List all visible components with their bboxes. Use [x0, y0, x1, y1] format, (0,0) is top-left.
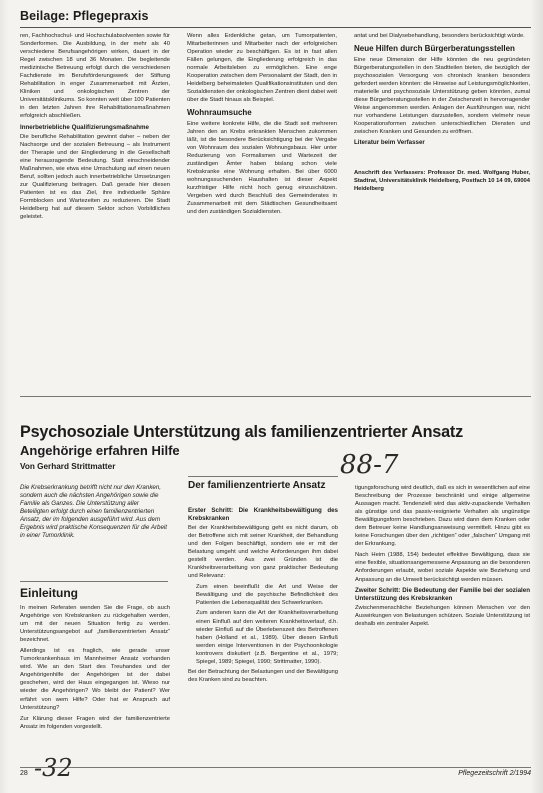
paragraph: Bei der Betrachtung der Belastungen und der Bewältigung des Kranken sind zu beachten.: [188, 668, 338, 683]
lead-rule: [20, 581, 168, 582]
article-lead: Die Krebserkrankung betrifft nicht nur den Kranken, sondern auch die nächsten Angehörigen sowie die Familie als Ganzes. Die Unterstützung aller Beteiligten erfolgt durch einen familienzentrierten Ansatz, der im folgenden ausgeführt wird. Aus dem Ergebnis wird praktische Konsequenzen für die Arbeit in einer Tumorklinik.: [20, 484, 167, 539]
subheading: Wohnraumsuche: [187, 108, 252, 118]
literature-note: Literatur beim Verfasser: [354, 139, 425, 147]
journal-folio: Pflegezeitschrift 2/1994: [458, 770, 531, 777]
paragraph: tigungsforschung wird deutlich, daß es sich in wesentlichen auf eine Beschreibung der Prozesse beschränkt und einige allgemeine Aussagen macht. Tendenziell wird das aktiv-zupackende Verhalten als günstige und das passiv-resignierte Verhalten als ungünstige Bewältigungsform beschrieben. Dazu wird dann dem Kranken oder dem Betreuer keine Handlungsanweisung vermittelt. Hinzu gibt es keine Forschungen über den „richtigen“ oder „falschen“ Umgang mit der Erkrankung.: [355, 485, 530, 548]
page-number: 28: [20, 770, 28, 777]
heading-familienzentrierte-ansatz: Der familienzentrierte Ansatz: [188, 480, 326, 491]
top-column-3: [354, 32, 530, 392]
subheading: Zweiter Schritt: Die Bedeutung der Familie bei der sozialen Unterstützung des Krebskranken: [355, 586, 530, 602]
paragraph: Bei der Krankheitsbewältigung geht es nicht darum, ob der Betroffene sich mit seiner Krankheit, der Behandlung und den Folgen beschäftigt, sondern wie er mit der Belastung umgeht und welche Anforderungen ihm dabei gestellt werden. Aus zwei Gründen ist die Krankheitsverarbeitung von ganz praktischer Bedeutung und Relevanz:: [188, 525, 338, 580]
footer-rule: [20, 767, 531, 768]
subheading: Neue Hilfen durch Bürgerberatungsstellen: [354, 44, 515, 54]
top-column-2: [187, 32, 337, 392]
author-address: Anschrift des Verfassers: Professor Dr. med. Wolfgang Huber, Stadtrat, Universitätsklinik Heidelberg, Postfach 10 14 09, 69004 Heidelberg: [354, 170, 530, 193]
list-item: • Zum einen beeinflußt die Art und Weise der Bewältigung und die psychische Befindlichkeit des Patienten die Lebensqualität des Schwerkranken.: [196, 583, 338, 607]
article-author: Von Gerhard Strittmatter: [20, 462, 116, 471]
paragraph: antat und bei Dialysebehandlung, besonders berücksichtigt würde.: [354, 33, 525, 39]
top-rule: [20, 27, 531, 28]
heading-rule: [188, 476, 338, 477]
paragraph: Nach Heim (1988, 154) bedeutet effektive Bewältigung, dass sie eine flexible, situationsangemessene Anpassung an die besonderen Anforderungen erlaubt, wobei soziale Aspekte wie Beziehung und Anpassung an die Umwelt berücksichtigt werden müssen.: [355, 552, 530, 583]
bottom-column-1: [20, 604, 170, 762]
bottom-column-3: [355, 484, 530, 762]
list-item: • Zum anderen kann die Art der Krankheitsverarbeitung einen Einfluß auf den weiteren Krankheitsverlauf, d.h. wieder Einfluß auf die Überlebenszeit des Betroffenen haben (Holland et al., 1989). Über diesen Einfluß werden einige Interventionen in der Psychoonkologie kontrovers diskutiert (z.B. Bergentine et al., 1979; Spiegel, 1989; Spiegel, 1990; Strittmatter, 1990).: [196, 609, 338, 665]
bottom-column-2: [188, 504, 338, 762]
paragraph: Die berufliche Rehabilitation gewinnt daher – neben der Nachsorge und der sozialen Betreuung – als Instrument der Therapie und der Eingliederung in die Gesellschaft eine herausragende Bedeutung. Statt einschneidender Maßnahmen, wie etwa eine Umschulung auf einen neuen Beruf, sollten jedoch auch innerbetriebliche Umsetzungen zur Qualifizierung beitragen. Daß gerade hier diesen Patienten ist es das Ziel, ihre individuelle Sphäre Formblocken und Wartezeiten zu reduzieren. Die Stadt Heidelberg hat auf diesem Sektor schon Vorbildliches geleistet.: [20, 133, 170, 220]
paragraph: Zur Klärung dieser Fragen wird der familienzentrierte Ansatz im folgenden vorgestellt.: [20, 715, 170, 730]
paragraph: In meinen Referaten wenden Sie die Frage, ob auch Angehörige von Krebskranken zu rückgehalten werden, um mit der neuen Situation fertig zu werden. Unterstützungsangebot auf „familienzentrierten Ansatz“ bezeichnet.: [20, 605, 170, 644]
article-subtitle: Angehörige erfahren Hilfe: [20, 443, 180, 458]
bullet-list: [188, 583, 338, 665]
handwritten-note: 88-7: [340, 450, 399, 480]
subheading: Erster Schritt: Die Krankheitsbewältigung des Krebskranken: [188, 507, 338, 522]
article-title: Psychosoziale Unterstützung als familienzentrierter Ansatz: [20, 423, 463, 441]
heading-einleitung: Einleitung: [20, 586, 78, 600]
top-column-1: [20, 32, 170, 392]
paragraph: Eine neue Dimension der Hilfe könnten die neu gegründeten Bürgerberatungsstellen in den Stadtteilen bieten, die bezüglich der psychosozialen Versorgung von chronisch kranken besonders gefordert werden könnten: die Hinweise auf Leistungsmöglichkeiten, materielle und psychosoziale Unterstützung geben könnten, zumal diese Bürgerberatungsstellen in der Zwischenzeit in hervorragender Weise angenommen werden. Anlagen der Ausführungen war, nicht nur vorhandene Leistungen darzustellen, sondern vielmehr neue Kooperationsformen zwischen unterschiedlichen Diensten und zwischen Kranken und Gesunden zu eröffnen.: [354, 56, 530, 135]
paragraph: Zwischenmenschliche Beziehungen können Menschen vor den Auswirkungen von Belastungen schützen. Soziale Unterstützung ist deshalb ein zentraler Aspekt.: [355, 604, 530, 627]
paragraph: Eine weitere konkrete Hilfe, die die Stadt seit mehreren Jahren den an Krebs erkrankten Menschen zukommen läßt, ist die besondere Berücksichtigung bei der Vergabe von Wohnraum des sozialen Wohnungsbaus. Hier unter Reduzierung von Formalismen und Wartezeit der zuständigen Ämter haben bislang schon viele Krebskranke eine Wohnung erhalten. Bei über 6000 wohnungssuchenden Haushalten ist dieser Aspekt kurzfristiger Hilfe nicht hoch genug einzuschätzen. Vergeben wird durch Beschluß des Gemeinderates in Zusammenarbeit mit dem Städtischen Gesundheitsamt und den zuständigen Sozialdiensten.: [187, 120, 337, 216]
paragraph: Allerdings ist es fraglich, wie gerade unser Tumorkrankenhaus im Mannheimer Ansatz vorhanden wird. Wie an den Start des Treuhandes und der Angehörigenhilfe der Angehörigen ist der dabei geschehen, wird der Haus eingegangen ist. Wieso nur wieder die Angehörigen? Wo bleibt der Patient? Wer erfährt von wem Hilfe? Oder hat er Anspruch auf Unterstützung?: [20, 648, 170, 711]
handwritten-page-number: -32: [34, 754, 73, 782]
paragraph: ren, Fachhochschul- und Hochschulabsolventen sowie für Sonderformen. Die Ausbildung, in der mehr als 40 verschiedene Berufsangehörigen wirken, dauert in der Regel zwischen 18 und 36 Monaten. Die begleitende medizinische Betreuung erfolgt durch die verschiedenen Fachdienste im Berufsförderungswerk der Stiftung Rehabilitation in enger Zusammenarbeit mit Ärzten, Kliniken und onkologischen Zentren der Universitätsklinikums. So konnten weit über 100 Patienten in den letzten Jahren ihre Rehabilitationsmaßnahmen erfolgreich abschließen.: [20, 33, 170, 120]
section-label: Beilage: Pflegepraxis: [20, 9, 149, 23]
paragraph: Wenn alles Erdenkliche getan, um Tumorpatienten, Mitarbeiterinnen und Mitarbeiter nach der erfolgreichen Operation wieder zu beschäftigen. Es ist in fast allen Fällen gelungen, die Eingliederung erfolgreich in das normale Arbeitsleben zu ermöglichen. Eine enge Kooperation zwischen dem Personalamt der Stadt, den in Heidelberg beheimateten Qualifikationsinstituten und den Sozialdiensten der onkologischen Zentren dient dabei weit über die Stadt hinaus als Beispiel.: [187, 33, 337, 104]
article-separator: [20, 396, 531, 397]
subheading: Innerbetriebliche Qualifizierungsmaßnahme: [20, 123, 149, 131]
